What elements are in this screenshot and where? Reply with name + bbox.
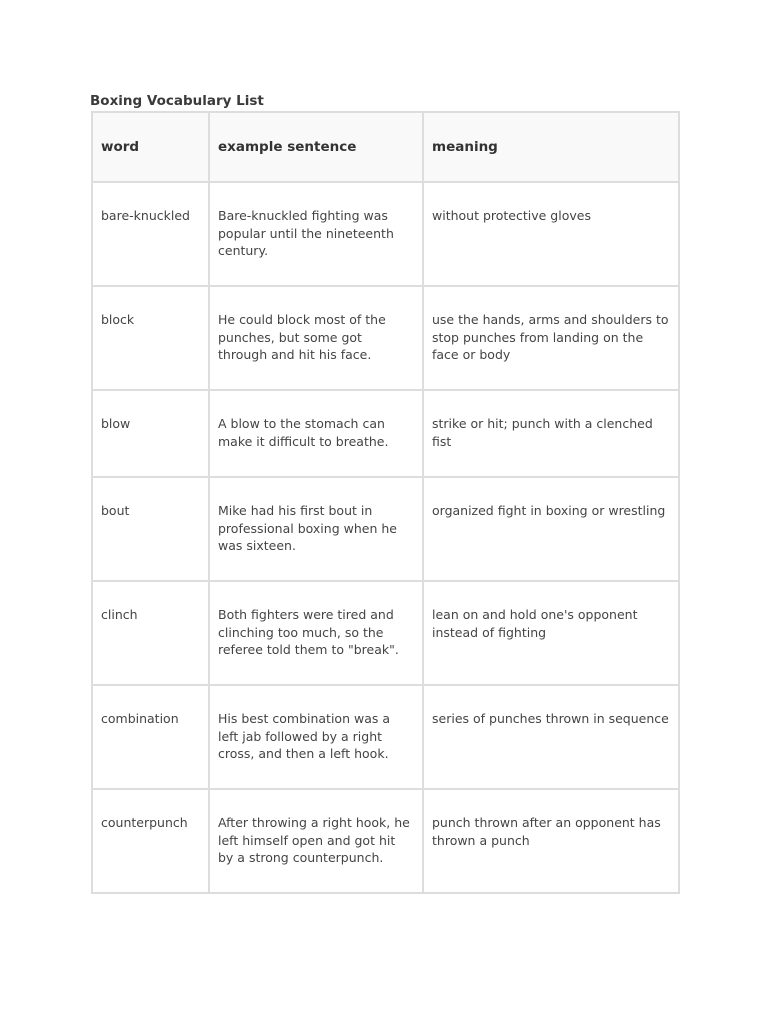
cell-meaning: use the hands, arms and shoulders to stop punches from landing on the face or body [423,286,679,390]
cell-meaning: organized fight in boxing or wrestling [423,477,679,581]
cell-example: After throwing a right hook, he left himself open and got hit by a strong counterpunch. [209,789,423,893]
cell-example: His best combination was a left jab followed by a right cross, and then a left hook. [209,685,423,789]
table-row [92,286,679,390]
cell-example: Both fighters were tired and clinching too much, so the referee told them to "break". [209,581,423,685]
cell-word: blow [92,390,209,477]
table-row [92,477,679,581]
cell-word: bare-knuckled [92,182,209,286]
table-row [92,390,679,477]
cell-meaning: strike or hit; punch with a clenched fist [423,390,679,477]
vocabulary-table [91,111,680,894]
cell-example: Mike had his first bout in professional boxing when he was sixteen. [209,477,423,581]
cell-meaning: lean on and hold one's opponent instead of fighting [423,581,679,685]
document-title: Boxing Vocabulary List [90,93,264,109]
cell-word: counterpunch [92,789,209,893]
cell-example: Bare-knuckled fighting was popular until the nineteenth century. [209,182,423,286]
header-meaning: meaning [423,112,679,182]
cell-word: bout [92,477,209,581]
cell-word: combination [92,685,209,789]
cell-meaning: series of punches thrown in sequence [423,685,679,789]
cell-word: block [92,286,209,390]
cell-example: A blow to the stomach can make it difficult to breathe. [209,390,423,477]
table-row [92,182,679,286]
table-header-row [92,112,679,182]
cell-meaning: without protective gloves [423,182,679,286]
cell-meaning: punch thrown after an opponent has thrown a punch [423,789,679,893]
table-row [92,581,679,685]
cell-example: He could block most of the punches, but some got through and hit his face. [209,286,423,390]
header-example-sentence: example sentence [209,112,423,182]
cell-word: clinch [92,581,209,685]
table-row [92,789,679,893]
header-word: word [92,112,209,182]
table-row [92,685,679,789]
